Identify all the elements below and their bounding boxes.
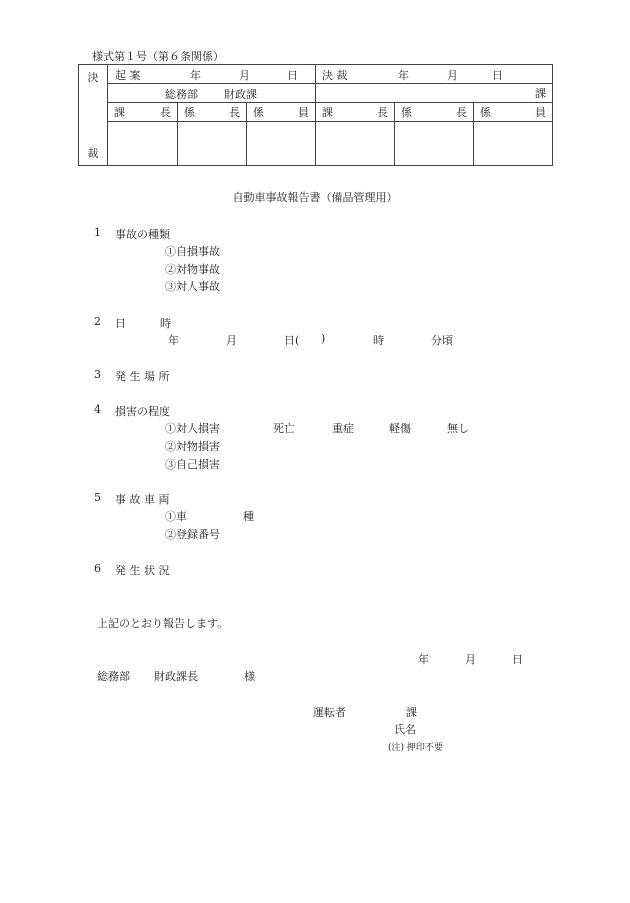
seal-box[interactable] — [178, 122, 247, 166]
accident-type-option: ②対物事故 — [165, 263, 220, 276]
addressee-honorific: 様 — [244, 670, 255, 683]
draft-date-cell — [108, 65, 316, 84]
role-char: 長 — [456, 106, 468, 119]
damage-option: ③自己損害 — [165, 458, 220, 471]
dept-name: 総務部 — [165, 88, 198, 101]
decision-label: 決 裁 — [322, 69, 348, 82]
role-cell — [247, 103, 316, 122]
decision-month: 月 — [447, 69, 459, 82]
damage-option: ①対人損害 — [165, 422, 220, 435]
section-number: 3 — [94, 368, 101, 381]
section-name: 財政課 — [224, 88, 257, 101]
damage-death: 死亡 — [273, 422, 295, 435]
closing-month: 月 — [465, 653, 476, 666]
accident-type-option: ③対人事故 — [165, 280, 220, 293]
section-number: 4 — [94, 403, 101, 416]
datetime-label-b: 時 — [160, 317, 171, 330]
approval-table — [78, 64, 553, 166]
seal-box[interactable] — [108, 122, 178, 166]
seal-box[interactable] — [247, 122, 316, 166]
role-char: 係 — [401, 106, 413, 119]
seal-box[interactable] — [474, 122, 553, 166]
approval-side-label — [79, 65, 108, 166]
section-heading: 損害の程度 — [115, 405, 170, 418]
draft-label: 起 案 — [115, 69, 141, 82]
role-char: 課 — [322, 106, 334, 119]
datetime-month: 月 — [226, 334, 237, 347]
accident-type-option: ①自損事故 — [165, 245, 220, 258]
decision-year: 年 — [398, 69, 410, 82]
draft-day: 日 — [287, 69, 298, 82]
section-heading: 事故の種類 — [115, 228, 170, 241]
role-cell — [108, 103, 178, 122]
dept-cell — [108, 84, 316, 103]
seal-box[interactable] — [316, 122, 395, 166]
seal-box[interactable] — [395, 122, 474, 166]
role-char: 長 — [229, 106, 240, 119]
driver-name-label: 氏名 — [394, 723, 416, 736]
draft-year: 年 — [190, 69, 201, 82]
seal-not-required-note: (注) 押印不要 — [388, 743, 443, 753]
addressee-title: 財政課長 — [154, 670, 198, 683]
approval-side-bottom: 裁 — [87, 147, 99, 160]
draft-month: 月 — [239, 69, 250, 82]
datetime-paren-close: ) — [321, 332, 326, 345]
section-heading: 事 故 車 両 — [115, 493, 170, 506]
right-section-label: 課 — [535, 87, 547, 100]
section-number: 1 — [94, 226, 101, 239]
vehicle-registration-label: ②登録番号 — [165, 528, 220, 541]
datetime-year: 年 — [168, 334, 179, 347]
document-title: 自動車事故報告書（備品管理用） — [232, 191, 398, 204]
damage-minor: 軽傷 — [389, 422, 411, 435]
form-number: 様式第１号（第６条関係） — [92, 50, 224, 63]
role-cell — [395, 103, 474, 122]
datetime-label-a: 日 — [115, 317, 126, 330]
datetime-hour: 時 — [373, 334, 384, 347]
role-char: 員 — [535, 106, 547, 119]
section-number: 2 — [94, 315, 101, 328]
approval-side-top: 決 — [87, 71, 99, 84]
damage-option: ②対物損害 — [165, 440, 220, 453]
datetime-day: 日( — [284, 334, 300, 347]
section-number: 5 — [94, 491, 101, 504]
section-heading: 発 生 場 所 — [115, 370, 170, 383]
role-char: 係 — [184, 106, 195, 119]
role-char: 長 — [377, 106, 389, 119]
role-cell — [316, 103, 395, 122]
vehicle-type-label-a: ①車 — [165, 510, 187, 523]
driver-label: 運転者 — [313, 706, 346, 719]
damage-none: 無し — [447, 422, 469, 435]
vehicle-type-label-b: 種 — [243, 510, 254, 523]
section-heading: 発 生 状 況 — [115, 564, 170, 577]
role-char: 長 — [160, 106, 171, 119]
role-char: 係 — [480, 106, 492, 119]
closing-year: 年 — [418, 653, 429, 666]
role-cell — [474, 103, 553, 122]
closing-day: 日 — [512, 653, 523, 666]
role-char: 員 — [298, 106, 310, 119]
driver-section-label: 課 — [406, 706, 417, 719]
section-number: 6 — [94, 562, 101, 575]
role-char: 係 — [253, 106, 264, 119]
decision-date-cell — [316, 65, 553, 84]
right-section-cell — [316, 84, 553, 103]
addressee-dept: 総務部 — [97, 670, 130, 683]
decision-day: 日 — [492, 69, 504, 82]
damage-serious: 重症 — [332, 422, 354, 435]
role-cell — [178, 103, 247, 122]
closing-statement: 上記のとおり報告します。 — [97, 617, 229, 630]
role-char: 課 — [114, 106, 125, 119]
datetime-minute: 分頃 — [431, 334, 453, 347]
